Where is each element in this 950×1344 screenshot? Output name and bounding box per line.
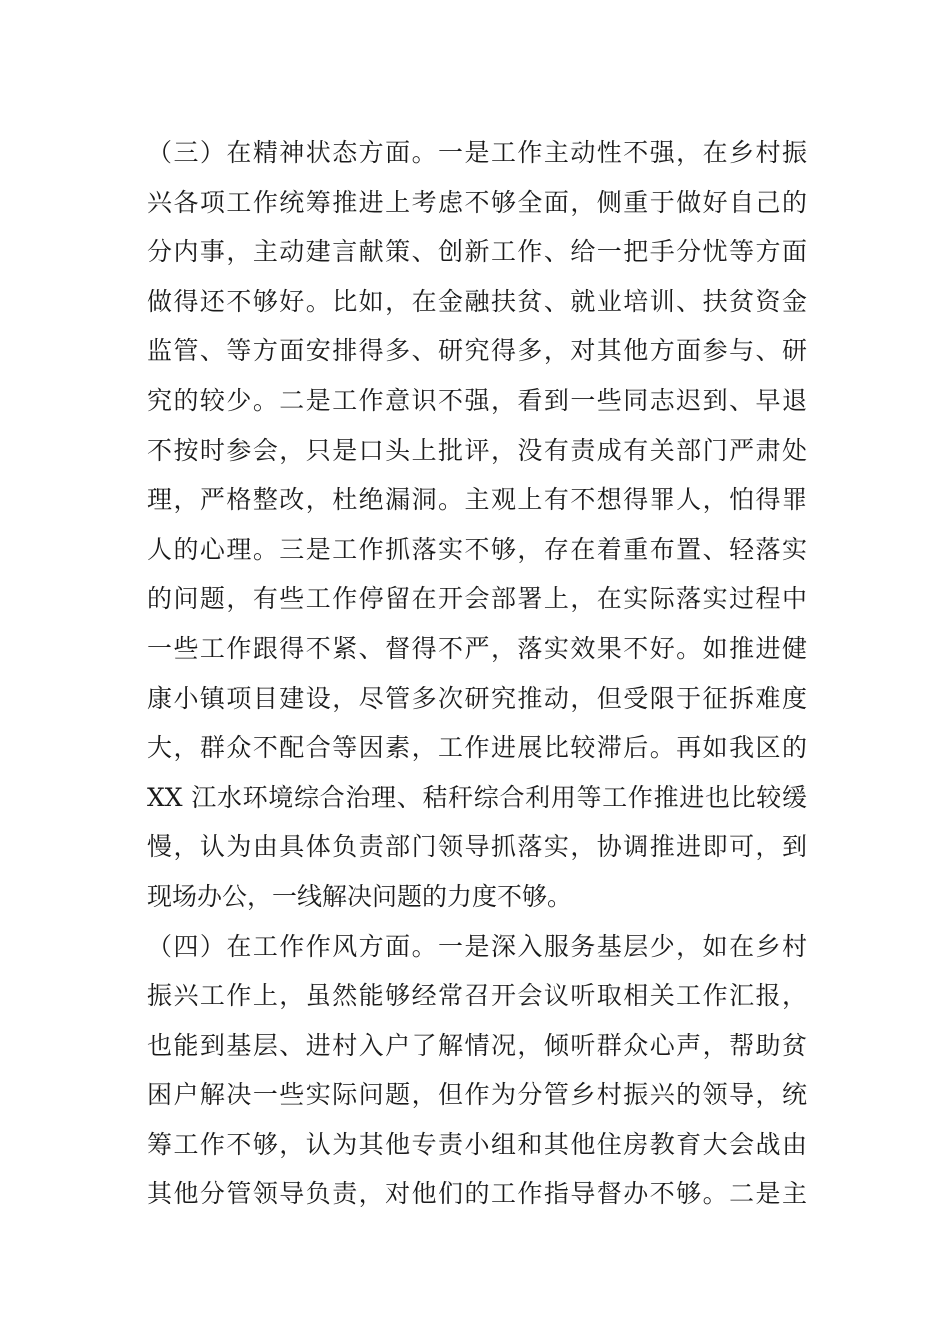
text-line: （三）在精神状态方面。一是工作主动性不强，在乡村振	[147, 138, 807, 167]
text-line: 也能到基层、进村入户了解情况，倾听群众心声，帮助贫	[147, 1030, 807, 1060]
text-line: 慢，认为由具体负责部门领导抓落实，协调推进即可，到	[147, 832, 807, 862]
text-line: 康小镇项目建设，尽管多次研究推动，但受限于征拆难度	[147, 683, 807, 713]
text-line: 做得还不够好。比如，在金融扶贫、就业培训、扶贫资金	[147, 286, 807, 316]
text-line: 一些工作跟得不紧、督得不严，落实效果不好。如推进健	[147, 633, 807, 663]
text-line: XX 江水环境综合治理、秸秆综合利用等工作推进也比较缓	[147, 782, 807, 812]
paragraph-spiritual-state	[147, 128, 807, 922]
text-line: 人的心理。三是工作抓落实不够，存在着重布置、轻落实	[147, 534, 807, 564]
text-line: 分内事，主动建言献策、创新工作、给一把手分忧等方面	[147, 237, 807, 267]
text-line: （四）在工作作风方面。一是深入服务基层少，如在乡村	[147, 931, 807, 961]
text-line: 兴各项工作统筹推进上考虑不够全面，侧重于做好自己的	[147, 187, 807, 217]
text-line: 筹工作不够，认为其他专责小组和其他住房教育大会战由	[147, 1129, 807, 1159]
text-line: 究的较少。二是工作意识不强，看到一些同志迟到、早退	[147, 385, 807, 415]
document-body	[147, 128, 807, 1219]
text-line: 现场办公，一线解决问题的力度不够。	[147, 881, 573, 911]
text-line: 大，群众不配合等因素，工作进展比较滞后。再如我区的	[147, 733, 807, 763]
text-line: 监管、等方面安排得多、研究得多，对其他方面参与、研	[147, 336, 807, 366]
text-line: 振兴工作上，虽然能够经常召开会议听取相关工作汇报，	[147, 981, 807, 1011]
text-line: 不按时参会，只是口头上批评，没有责成有关部门严肃处	[147, 435, 807, 465]
text-line: 理，严格整改，杜绝漏洞。主观上有不想得罪人，怕得罪	[147, 485, 807, 515]
text-line: 的问题，有些工作停留在开会部署上，在实际落实过程中	[147, 584, 807, 614]
text-line: 其他分管领导负责，对他们的工作指导督办不够。二是主	[147, 1179, 807, 1209]
text-line: 困户解决一些实际问题，但作为分管乡村振兴的领导，统	[147, 1080, 807, 1110]
paragraph-work-style	[147, 922, 807, 1220]
